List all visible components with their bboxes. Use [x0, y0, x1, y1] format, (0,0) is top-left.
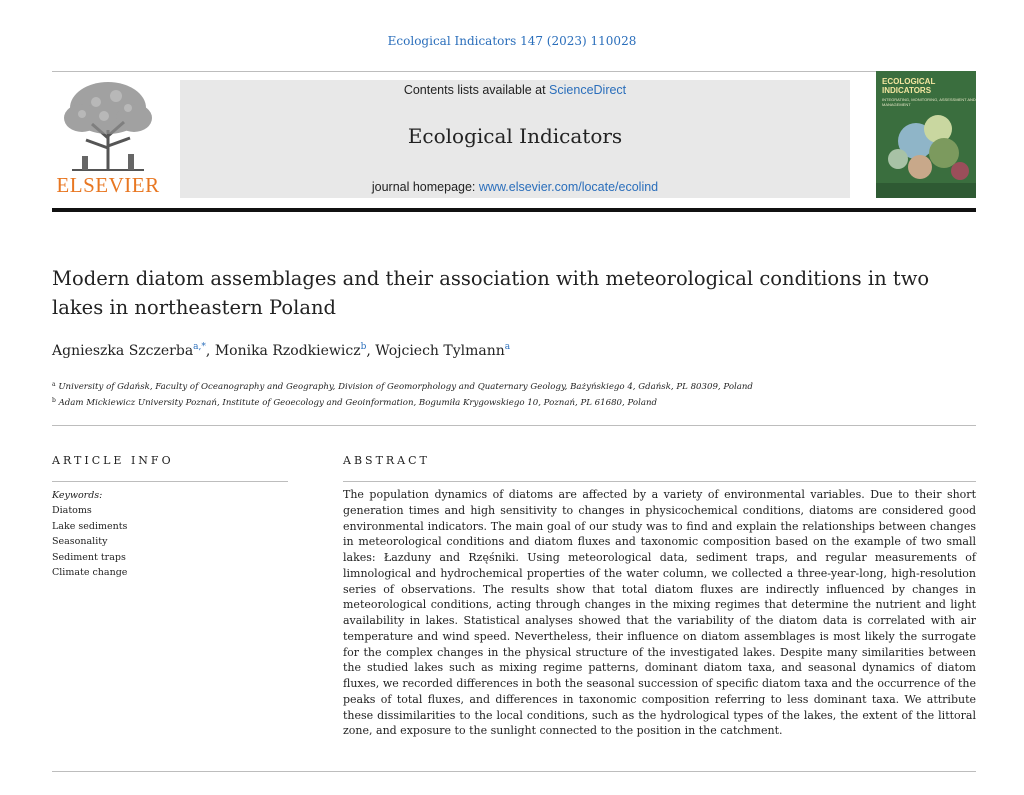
homepage-line	[180, 180, 850, 194]
affiliation-a	[52, 381, 982, 392]
journal-banner	[180, 80, 850, 198]
affiliation-text: Adam Mickiewicz University Poznań, Institute of Geoecology and Geoinformation, Bogumiła Krygowskiego 10, Poznań, PL 61680, Poland	[58, 398, 658, 408]
abstract-divider	[343, 481, 976, 482]
cover-title: ECOLOGICAL INDICATORS	[882, 77, 936, 95]
cover-subtitle: INTEGRATING, MONITORING, ASSESSMENT AND MANAGEMENT	[882, 97, 976, 107]
author-name[interactable]: Agnieszka Szczerba	[52, 343, 194, 359]
contents-line	[180, 83, 850, 97]
journal-title: Ecological Indicators	[407, 124, 623, 148]
contents-prefix: Contents lists available at	[403, 83, 550, 97]
author-separator: ,	[366, 343, 376, 359]
keyword-item: Seasonality	[52, 536, 108, 548]
homepage-prefix: journal homepage:	[371, 180, 479, 194]
affiliation-mark: a	[52, 381, 56, 388]
author-name[interactable]: Wojciech Tylmann	[375, 343, 505, 359]
journal-cover[interactable]	[876, 71, 976, 198]
article-title: Modern diatom assemblages and their association with meteorological conditions in two lakes in northeastern Poland	[52, 267, 930, 319]
author-list	[52, 342, 952, 359]
abstract-text: The population dynamics of diatoms are affected by a variety of environmental variables. Due to their short generation times and high sensitivity to changes in physicochemical conditions, diatoms are considered good environmental indicators. The main goal of our study was to find and explain the relationships between changes in meteorological conditions and diatom fluxes and taxonomic composition based on the example of two small lakes: Łazduny and Rzęśniki. Using meteorological data, sediment traps, and regular measurements of limnological and hydrochemical properties of the water column, we collected a three-year-long, high-resolution series of observations. The results show that total diatom fluxes are indirectly influenced by changes in meteorological conditions, acting through changes in the mixing regimes that determine the nutrient and light availability in lakes. Statistical analyses showed that the variability of the diatom data is correlated with air temperature and wind speed. Nevertheless, their influence on diatom assemblages is most likely the surrogate for the complex changes in the physical structure of the investigated lakes. Despite many similarities between the studied lakes such as mixing regime patterns, dominant diatom taxa, and seasonal dynamics of diatom fluxes, we recorded differences in both the seasonal succession of specific diatom taxa and the occurrence of the peaks of total fluxes, and differences in taxonomic composition referring to less dominant taxa. We attribute these dissimilarities to the local conditions, such as the hydrological types of the lakes, the extent of the littoral zone, and exposure to the sunlight connected to the position in the catchment.	[343, 488, 976, 738]
header-thick-divider	[52, 208, 976, 212]
affiliation-b	[52, 397, 982, 408]
elsevier-tree-icon	[52, 78, 164, 174]
author-name[interactable]: Monika Rzodkiewicz	[214, 343, 361, 359]
cover-artwork-icon	[876, 71, 976, 198]
affiliation-text: University of Gdańsk, Faculty of Oceanography and Geography, Division of Geomorphology and Quaternary Geology, Bażyńskiego 4, Gdańsk, PL 80309, Poland	[58, 382, 753, 392]
sciencedirect-link[interactable]: ScienceDirect	[549, 83, 627, 97]
header-top-divider	[52, 71, 976, 72]
keywords-block	[52, 488, 282, 580]
elsevier-wordmark: ELSEVIER	[56, 173, 160, 197]
abstract-heading: ABSTRACT	[343, 454, 430, 467]
keyword-item: Sediment traps	[52, 551, 126, 563]
keyword-item: Climate change	[52, 567, 128, 579]
journal-homepage-link[interactable]: www.elsevier.com/locate/ecolind	[478, 180, 659, 194]
article-info-heading: ARTICLE INFO	[52, 454, 174, 467]
abstract-bottom-divider	[52, 771, 976, 772]
keyword-item: Lake sediments	[52, 520, 128, 532]
author-affiliation-mark[interactable]: a,*	[193, 342, 206, 352]
keyword-item: Diatoms	[52, 505, 92, 517]
article-info-divider	[52, 481, 288, 482]
keywords-label: Keywords:	[52, 490, 103, 501]
author-separator: ,	[205, 343, 215, 359]
author-affiliation-mark[interactable]: b	[360, 342, 367, 352]
author-affiliation-mark[interactable]: a	[504, 342, 511, 352]
journal-citation[interactable]: Ecological Indicators 147 (2023) 110028	[387, 34, 637, 48]
affiliation-mark: b	[52, 397, 56, 404]
elsevier-logo[interactable]	[52, 78, 164, 198]
section-divider	[52, 425, 976, 426]
